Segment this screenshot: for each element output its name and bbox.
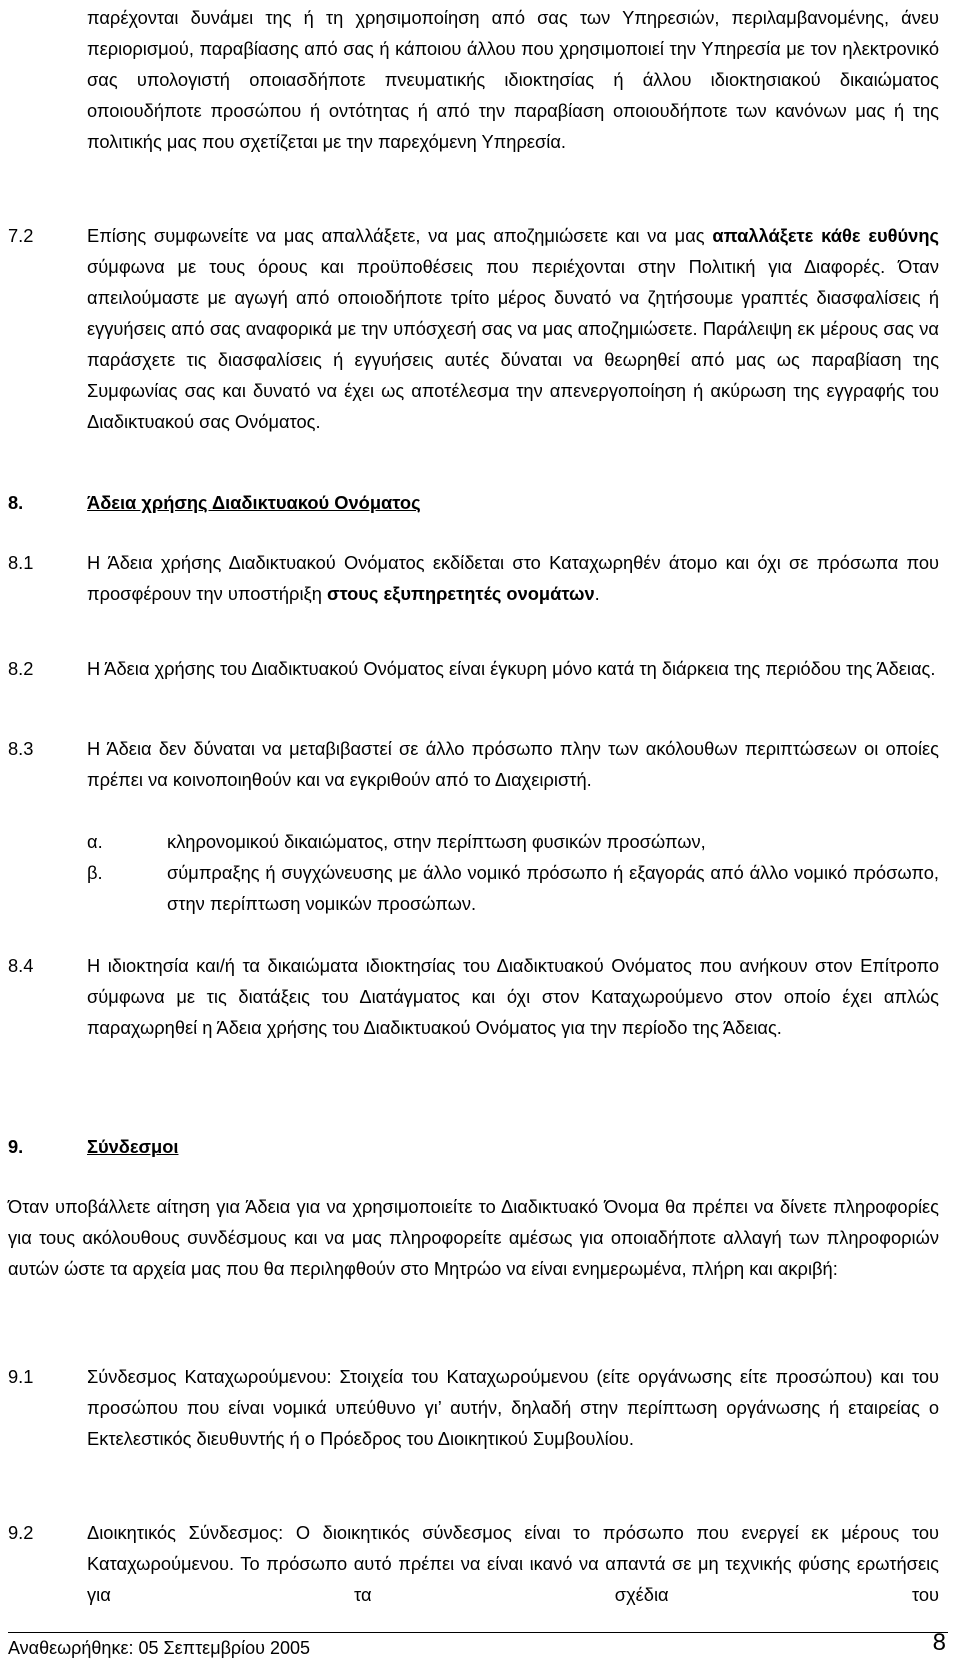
section-8-1-text [87, 547, 939, 609]
section-8-4-text: Η ιδιοκτησία και/ή τα δικαιώματα ιδιοκτησίας του Διαδικτυακού Ονόματος που ανήκουν στον Επίτροπο σύμφωνα με τις διατάξεις του Διατάγματος και όχι στον Καταχωρούμενο στον οποίο έχει απλώς παραχωρηθεί η Άδεια χρήσης του Διαδικτυακού Ονόματος για την περίοδο της Άδειας. [87, 955, 939, 1038]
page-number: 8 [932, 1629, 946, 1656]
intro-paragraph: παρέχονται δυνάμει της ή τη χρησιμοποίηση από σας των Υπηρεσιών, περιλαμβανομένης, άνευ περιορισμού, παραβίασης από σας ή κάποιου άλλου που χρησιμοποιεί την Υπηρεσία με τον ηλεκτρονικό σας υπολογιστή οποιασδήποτε πνευματικής ιδιοκτησίας ή άλλου ιδιοκτησιακού δικαιώματος οποιουδήποτε προσώπου ή οντότητας ή από την παραβίαση οποιουδήποτε των κανόνων μας ή της πολιτικής μας που σχετίζεται με την παρεχόμενη Υπηρεσία. [87, 7, 939, 152]
section-7-2-bold: απαλλάξετε κάθε ευθύνης [712, 225, 939, 246]
footer-revised-date: Αναθεωρήθηκε: 05 Σεπτεμβρίου 2005 [8, 1638, 311, 1658]
section-9-1-text: Σύνδεσμος Καταχωρούμενου: Στοιχεία του Καταχωρούμενου (είτε οργάνωσης είτε προσώπου) και του προσώπου που είναι νομικά υπεύθυνο γι’ αυτήν, δηλαδή στην περίπτωση οργάνωσης ή εταιρείας ο Εκτελεστικός διευθυντής ή ο Πρόεδρος του Διοικητικού Συμβουλίου. [87, 1366, 939, 1449]
section-8-3-item-b-text: σύμπραξης ή συγχώνευσης με άλλο νομικό πρόσωπο ή εξαγοράς από άλλο νομικό πρόσωπο, στην περίπτωση νομικών προσώπων. [167, 862, 939, 914]
section-8-2-text: Η Άδεια χρήσης του Διαδικτυακού Ονόματος είναι έγκυρη μόνο κατά τη διάρκεια της περιόδου της Άδειας. [87, 658, 936, 679]
section-8-title: Άδεια χρήσης Διαδικτυακού Ονόματος [87, 492, 421, 513]
section-8-1-number: 8.1 [8, 552, 34, 573]
section-9-2-text: Διοικητικός Σύνδεσμος: Ο διοικητικός σύνδεσμος είναι το πρόσωπο που ενεργεί εκ μέρους του Καταχωρούμενου. Το πρόσωπο αυτό πρέπει να είναι ικανό να απαντά σε μη τεχνικής φύσης ερωτήσεις για τα σχέδια του [87, 1522, 939, 1605]
section-8-3-item-a-text: κληρονομικού δικαιώματος, στην περίπτωση φυσικών προσώπων, [167, 831, 706, 852]
section-8-1-text-a: Η Άδεια χρήσης Διαδικτυακού Ονόματος εκδίδεται στο Καταχωρηθέν άτομο και όχι σε πρόσωπα που προσφέρουν την υποστήριξη [87, 552, 939, 604]
section-9-2-number: 9.2 [8, 1522, 34, 1543]
section-8-3-item-b-marker: β. [87, 862, 103, 883]
section-9-title: Σύνδεσμοι [87, 1136, 179, 1157]
section-8-2-number: 8.2 [8, 658, 34, 679]
footer-rule [8, 1632, 948, 1633]
section-8-1-bold: στους εξυπηρετητές ονομάτων [326, 583, 595, 604]
section-8-3-text: Η Άδεια δεν δύναται να μεταβιβαστεί σε άλλο πρόσωπο πλην των ακόλουθων περιπτώσεων οι οποίες πρέπει να κοινοποιηθούν και να εγκριθούν από το Διαχειριστή. [87, 738, 939, 790]
section-8-1-text-b: . [594, 583, 600, 604]
section-9-intro: Όταν υποβάλλετε αίτηση για Άδεια για να χρησιμοποιείτε το Διαδικτυακό Όνομα θα πρέπει να δίνετε πληροφορίες για τους ακόλουθους συνδέσμους και να μας πληροφορείτε αμέσως για οποιαδήποτε αλλαγή των πληροφοριών αυτών ώστε τα αρχεία μας που θα περιληφθούν στο Μητρώο να είναι ενημερωμένα, πλήρη και ακριβή: [8, 1196, 939, 1279]
section-7-2-text [87, 220, 939, 437]
section-8-number: 8. [8, 492, 24, 513]
section-7-2-number: 7.2 [8, 225, 34, 246]
section-9-1-number: 9.1 [8, 1366, 34, 1387]
section-7-2-text-b: σύμφωνα με τους όρους και προϋποθέσεις που περιέχονται στην Πολιτική για Διαφορές. Όταν απειλούμαστε με αγωγή από οποιοδήποτε τρίτο μέρος δυνατό να ζητήσουμε γραπτές διασφαλίσεις ή εγγυήσεις από σας αναφορικά με την υπόσχεσή σας να μας αποζημιώσετε. Παράλειψη εκ μέρους σας να παράσχετε τις διασφαλίσεις ή εγγυήσεις αυτές δύναται να θεωρηθεί από μας ως παραβίαση της Συμφωνίας σας και δυνατό να έχει ως αποτέλεσμα την απενεργοποίηση ή ακύρωση της εγγραφής του Διαδικτυακού σας Ονόματος. [87, 256, 939, 432]
section-8-4-number: 8.4 [8, 955, 34, 976]
section-7-2-text-a: Επίσης συμφωνείτε να μας απαλλάξετε, να μας αποζημιώσετε και να μας [87, 225, 713, 246]
section-8-3-item-a-marker: α. [87, 831, 103, 852]
section-9-number: 9. [8, 1136, 24, 1157]
section-8-3-number: 8.3 [8, 738, 34, 759]
